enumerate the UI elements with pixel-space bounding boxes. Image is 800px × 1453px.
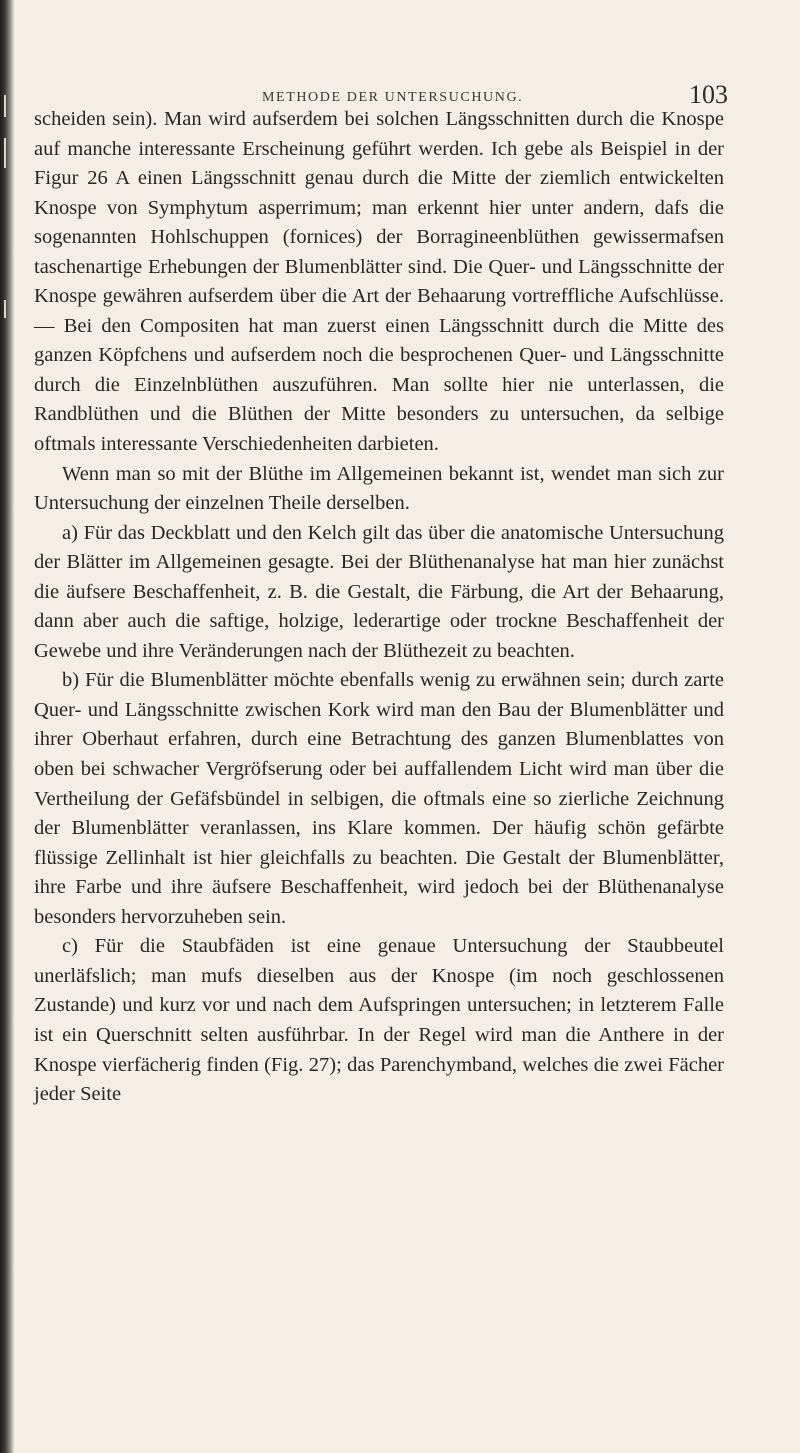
paragraph-c-staubfaeden: c) Für die Staubfäden ist eine genaue Untersuchung der Staubbeutel unerläfslich; man mufs dieselben aus der Knospe (im noch geschlossenen Zustande) und kurz vor und nach dem Aufspringen untersuchen; in letzterem Falle ist ein Querschnitt selten ausführbar. In der Regel wird man die Anthere in der Knospe vierfächerig finden (Fig. 27); das Parenchymband, welches die zwei Fächer jeder Seite	[34, 935, 724, 1106]
paragraph-continuation: scheiden sein). Man wird aufserdem bei solchen Längsschnitten durch die Knospe auf manche interessante Erscheinung geführt werden. Ich gebe als Beispiel in der Figur 26 A einen Längsschnitt genau durch die Mitte der ziemlich entwickelten Knospe von Symphytum asperrimum; man erkennt hier unter andern, dafs die sogenannten Hohlschuppen (fornices) der Borragineenblüthen gewissermafsen taschenartige Erhebungen der Blumenblätter sind. Die Quer- und Längsschnitte der Knospe gewähren aufserdem über die Art der Behaarung vortreffliche Aufschlüsse. — Bei den Compositen hat man zuerst einen Längsschnitt durch die Mitte des ganzen Köpfchens und aufserdem noch die besprochenen Quer- und Längsschnitte durch die Einzelnblüthen auszuführen. Man sollte hier nie unterlassen, die Randblüthen und die Blüthen der Mitte besonders zu untersuchen, da selbige oftmals interessante Verschiedenheiten darbieten.	[34, 108, 724, 456]
book-page	[34, 60, 728, 1110]
paragraph-a-deckblatt-kelch: a) Für das Deckblatt und den Kelch gilt das über die anatomische Untersuchung der Blätter im Allgemeinen gesagte. Bei der Blüthenanalyse hat man hier zunächst die äufsere Beschaffenheit, z. B. die Gestalt, die Färbung, die Art der Behaarung, dann aber auch die saftige, holzige, lederartige oder trockne Beschaffenheit der Gewebe und ihre Veränderungen nach der Blüthezeit zu beachten.	[34, 521, 724, 662]
body-text	[34, 105, 724, 1110]
running-head	[34, 60, 728, 109]
book-binding-edge	[0, 0, 14, 1453]
running-title: METHODE DER UNTERSUCHUNG.	[262, 90, 524, 105]
paragraph-b-blumenblaetter: b) Für die Blumenblätter möchte ebenfalls wenig zu erwähnen sein; durch zarte Quer- und Längsschnitte zwischen Kork wird man den Bau der Blumenblätter und ihrer Oberhaut erfahren, durch eine Betrachtung des ganzen Blumenblattes von oben bei schwacher Vergröfserung oder bei auffallendem Licht wird man über die Vertheilung der Gefäfsbündel in selbigen, die oftmals eine so zierliche Zeichnung der Blumenblätter veranlassen, ins Klare kommen. Der häufig schön gefärbte flüssige Zellinhalt ist hier gleichfalls zu beachten. Die Gestalt der Blumenblätter, ihre Farbe und ihre äufsere Beschaffenheit, wird jedoch bei der Blüthenanalyse besonders hervorzuheben sein.	[34, 669, 724, 928]
page-number: 103	[689, 80, 728, 109]
paragraph-intro-parts: Wenn man so mit der Blüthe im Allgemeinen bekannt ist, wendet man sich zur Untersuchung der einzelnen Theile derselben.	[34, 462, 724, 515]
